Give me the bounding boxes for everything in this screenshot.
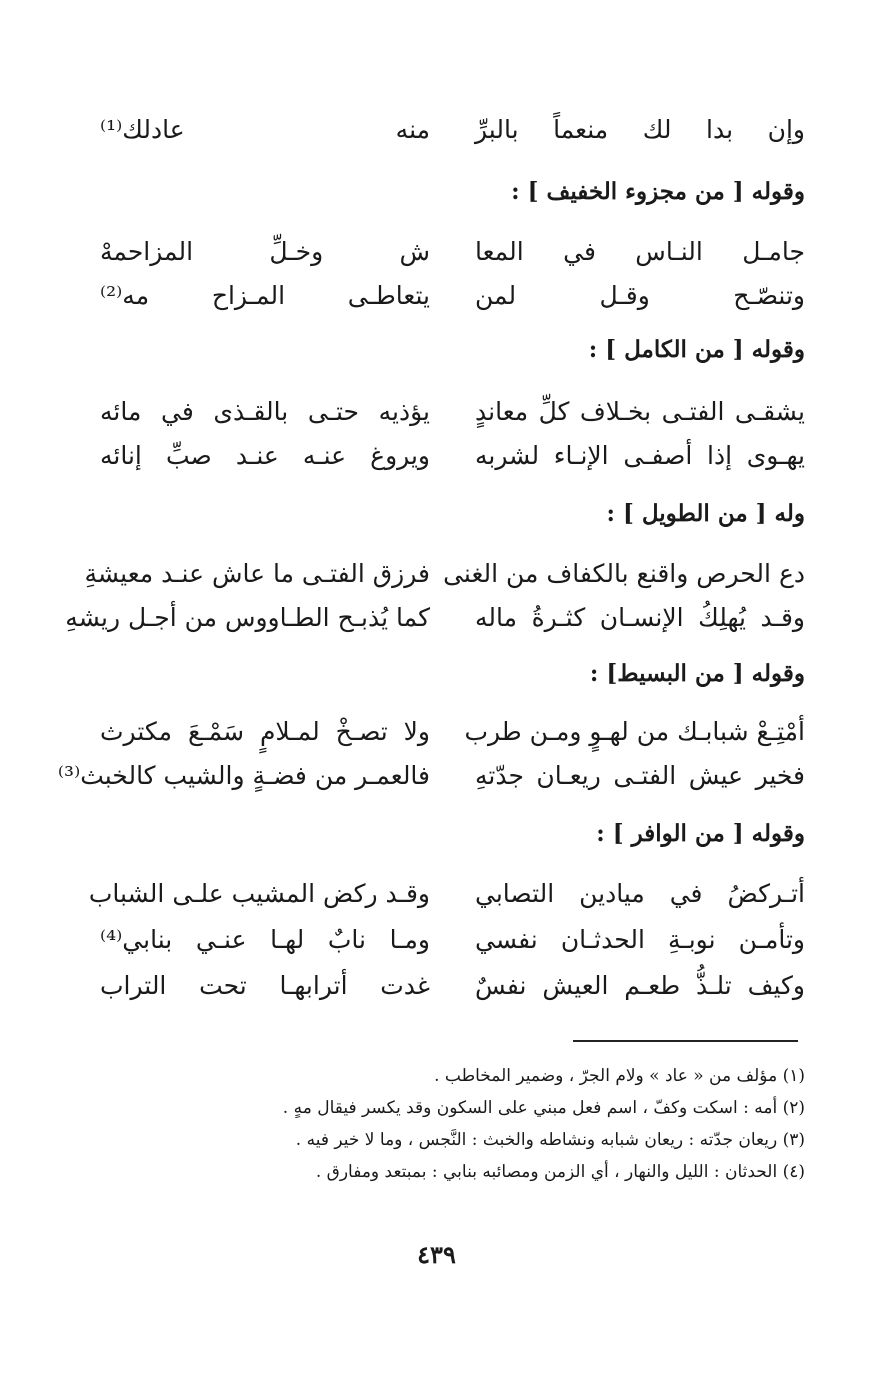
section-heading: وقوله [ من الكامل ] : (588, 336, 805, 363)
verse-hemistich-right: وتنصّـح وقـل لمن (475, 281, 805, 310)
verse-hemistich-left: فالعمـر من فضـةٍ والشيب كالخبث⁽³⁾ (57, 761, 430, 790)
verse-hemistich-left: فرزق الفتـى ما عاش عنـد معيشةِ (84, 559, 430, 588)
verse-hemistich-right: يهـوى إذا أصفـى الإنـاء لشربه (475, 441, 805, 470)
verse-hemistich-right: وكيف تلـذُّ طعـم العيش نفسٌ (475, 971, 805, 1000)
section-heading: وله [ من الطويل ] : (606, 500, 805, 527)
verse-hemistich-left: ش وخـلِّ المزاحمهْ (100, 237, 430, 266)
verse-hemistich-right: وتأمـن نوبـةِ الحدثـان نفسي (475, 925, 805, 954)
verse-hemistich-left: يتعاطـى المـزاح مه⁽²⁾ (100, 281, 430, 310)
footnote: (١) مؤلف من « عاد » ولام الجرّ ، وضمير المخاطب . (434, 1066, 805, 1086)
verse-hemistich-left: كما يُذبـح الطـاووس من أجـل ريشهِ (65, 603, 430, 632)
verse-hemistich-right: جامـل النـاس في المعا (475, 237, 805, 266)
verse-hemistich-left: وقـد ركض المشيب علـى الشباب (88, 879, 430, 908)
verse-hemistich-right: وقـد يُهلِكُ الإنسـان كثـرةُ ماله (475, 603, 805, 632)
verse-hemistich-right: دع الحرص واقنع بالكفاف من الغنى (443, 559, 805, 588)
verse-hemistich-right: أتـركضُ في ميادين التصابي (475, 879, 805, 908)
verse-hemistich-left: منه عادلك⁽¹⁾ (100, 115, 430, 144)
page-number: ٤٣٩ (417, 1240, 456, 1269)
section-heading: وقوله [ من مجزوء الخفيف ] : (511, 178, 805, 205)
verse-hemistich-right: أمْتِـعْ شبابـك من لهـوٍ ومـن طرب (464, 717, 805, 746)
footnote: (٢) أمه : اسكت وكفّ ، اسم فعل مبني على السكون وقد يكسر فيقال مهٍ . (282, 1098, 805, 1118)
footnote: (٤) الحدثان : الليل والنهار ، أي الزمن ومصائبه بنابي : بمبتعد ومفارق . (315, 1162, 805, 1182)
verse-hemistich-right: فخير عيش الفتـى ريعـان جدّتهِ (475, 761, 805, 790)
verse-hemistich-left: ولا تصـخْ لمـلامٍ سَمْـعَ مكترث (100, 717, 430, 746)
verse-hemistich-left: غدت أترابهـا تحت التراب (100, 971, 430, 1000)
footnote: (٣) ريعان جدّته : ريعان شبابه ونشاطه والخبث : النَّجس ، وما لا خير فيه . (295, 1130, 805, 1150)
verse-hemistich-right: يشقـى الفتـى بخـلاف كلِّ معاندٍ (475, 397, 805, 426)
section-heading: وقوله [ من الوافر ] : (596, 820, 805, 847)
section-heading: وقوله [ من البسيط] : (589, 660, 805, 687)
verse-hemistich-right: وإن بدا لك منعماً بالبرِّ (475, 115, 805, 144)
footnote-divider (573, 1040, 798, 1042)
verse-hemistich-left: ويروغ عنـه عنـد صبِّ إنائه (100, 441, 430, 470)
verse-hemistich-left: ومـا نابٌ لهـا عنـي بنابي⁽⁴⁾ (100, 925, 430, 954)
verse-hemistich-left: يؤذيه حتـى بالقـذى في مائه (100, 397, 430, 426)
